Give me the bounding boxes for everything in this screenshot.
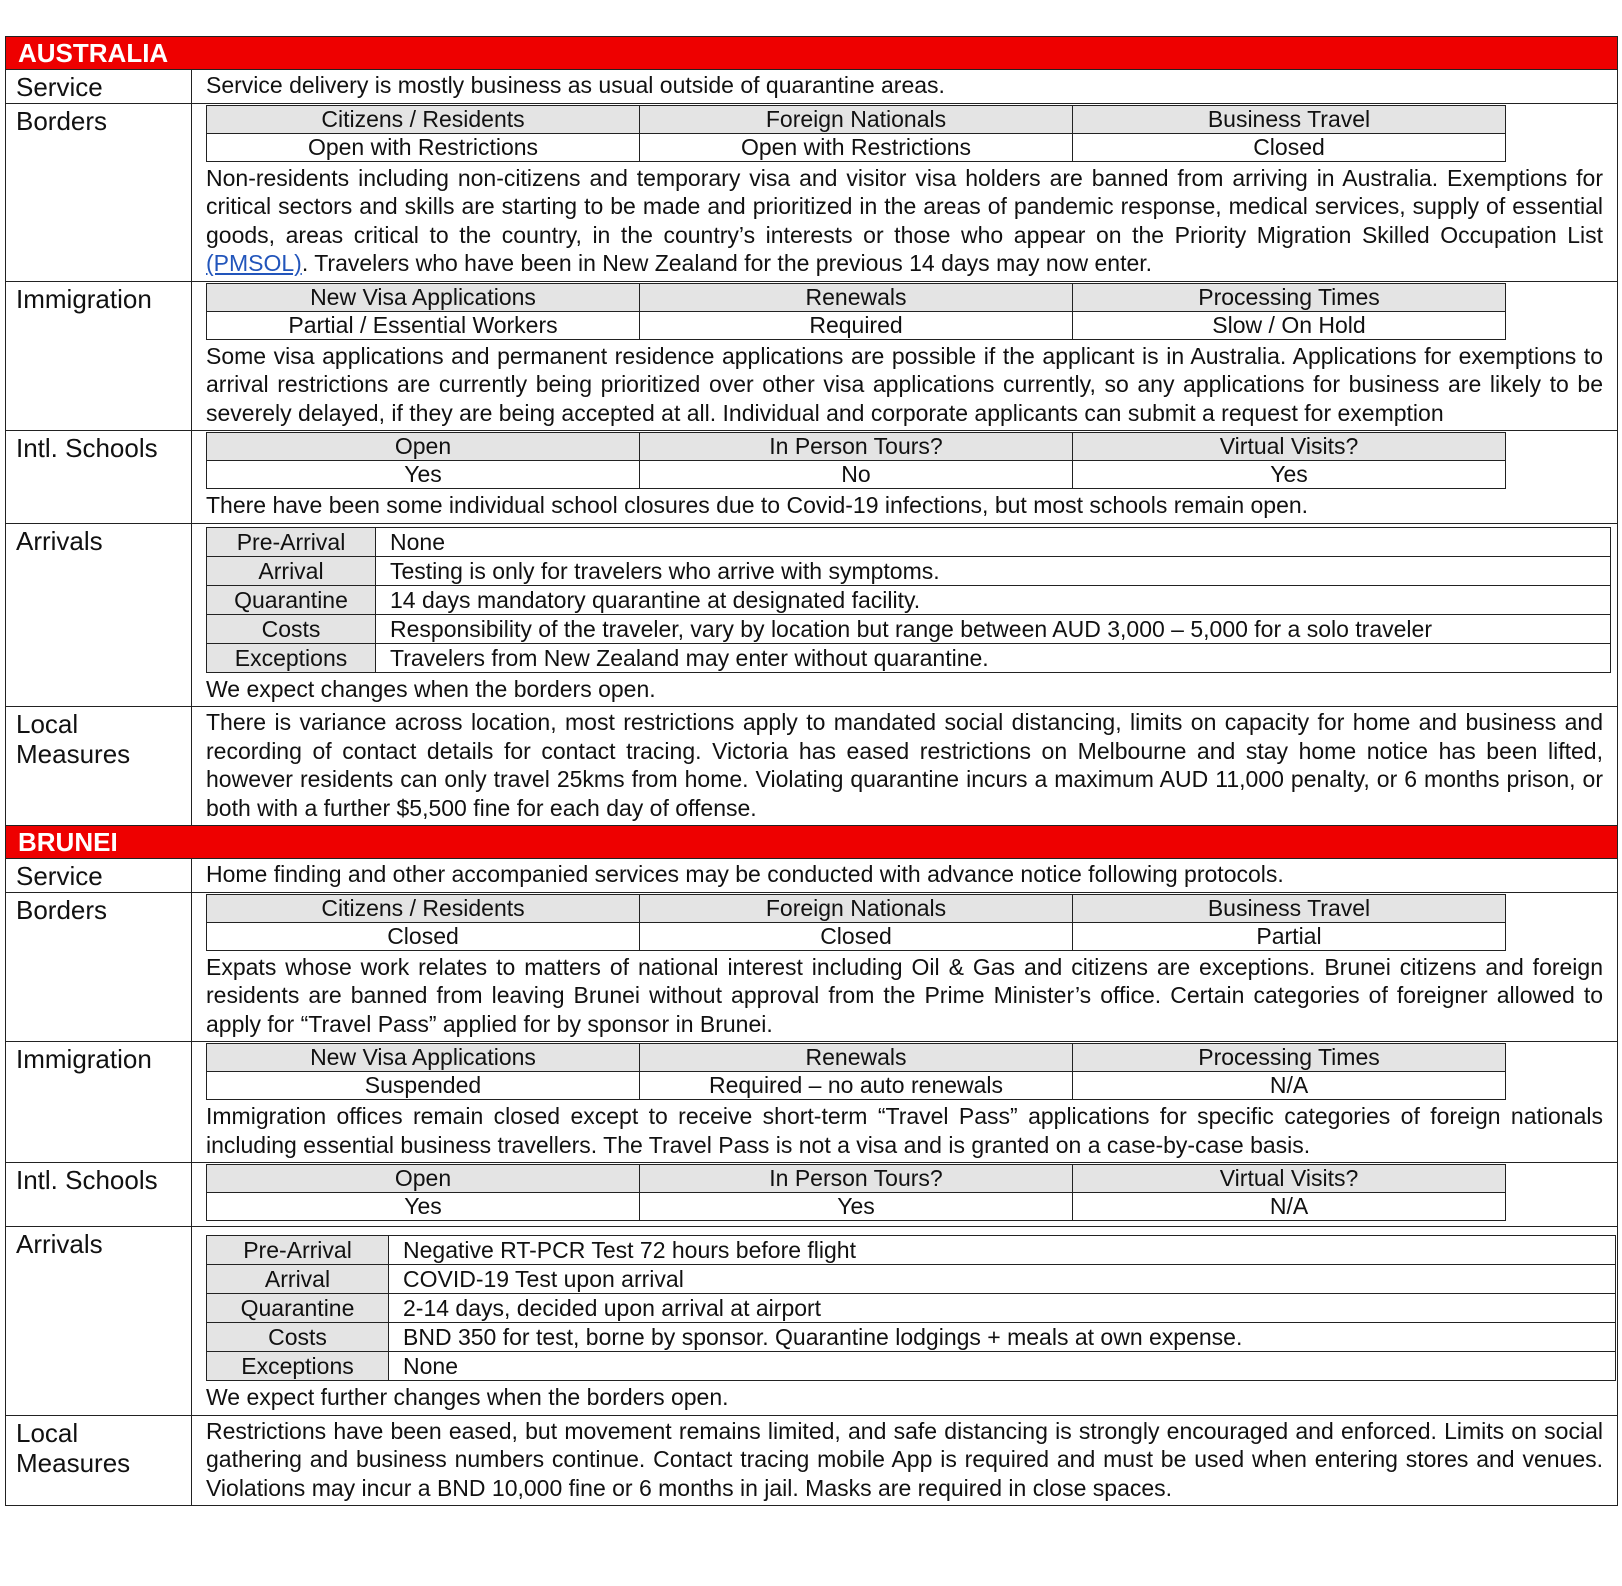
- status-value: Closed: [207, 922, 640, 950]
- borders-text-part: . Travelers who have been in New Zealand for the previous 14 days may now enter.: [301, 250, 1153, 276]
- arrivals-value: 2-14 days, decided upon arrival at airport: [389, 1294, 1616, 1323]
- arrivals-row: [6, 1227, 1618, 1416]
- col-header: Virtual Visits?: [1073, 1165, 1506, 1193]
- col-header: Open: [207, 1165, 640, 1193]
- col-header: New Visa Applications: [207, 1044, 640, 1072]
- country-header-row: [6, 826, 1618, 859]
- row-label-line: Local: [16, 709, 79, 739]
- schools-status-table: [206, 1164, 1506, 1221]
- col-header: Virtual Visits?: [1073, 433, 1506, 461]
- status-value: Yes: [207, 461, 640, 489]
- status-value: Required: [640, 311, 1073, 339]
- arrivals-value: Testing is only for travelers who arrive with symptoms.: [376, 556, 1611, 585]
- arrivals-value: 14 days mandatory quarantine at designated facility.: [376, 585, 1611, 614]
- status-value: Partial / Essential Workers: [207, 311, 640, 339]
- row-label-arrivals: Arrivals: [6, 523, 192, 707]
- status-value: Yes: [207, 1193, 640, 1221]
- schools-status-table: [206, 432, 1506, 489]
- col-header: Renewals: [640, 1044, 1073, 1072]
- arrivals-value: Negative RT-PCR Test 72 hours before flight: [389, 1236, 1616, 1265]
- col-header: Open: [207, 433, 640, 461]
- schools-row: [6, 431, 1618, 524]
- col-header: Processing Times: [1073, 283, 1506, 311]
- country-header-row: [6, 37, 1618, 70]
- col-header: In Person Tours?: [640, 1165, 1073, 1193]
- arrivals-key: Arrival: [207, 556, 376, 585]
- row-label-local-measures: [6, 707, 192, 826]
- row-label-local-measures: [6, 1415, 192, 1506]
- row-label-line: Measures: [16, 739, 131, 769]
- country-name-australia: AUSTRALIA: [6, 37, 1618, 70]
- borders-text: [206, 164, 1603, 278]
- arrivals-table: [206, 1235, 1616, 1381]
- local-measures-text: Restrictions have been eased, but movement remains limited, and safe distancing is strongly encouraged and enforced. Limits on social gathering and business numbers continue. Contact tracing mobile App is required and must be used when entering stores and venues. Violations may incur a BND 10,000 fine or 6 months in jail. Masks are required in close spaces.: [206, 1417, 1603, 1501]
- borders-status-table: [206, 894, 1506, 951]
- schools-text: There have been some individual school closures due to Covid-19 infections, but most schools remain open.: [206, 492, 1309, 518]
- immigration-status-table: [206, 1043, 1506, 1100]
- immigration-text: Some visa applications and permanent residence applications are possible if the applicant is in Australia. Applications for exemptions to arrival restrictions are currently being prioritized over other visa applications currently, so any applications for business are likely to be severely delayed, if they are being accepted at all. Individual and corporate applicants can submit a request for exemption: [206, 342, 1603, 426]
- country-table: [5, 36, 1618, 1506]
- col-header: Business Travel: [1073, 894, 1506, 922]
- arrivals-key: Quarantine: [207, 1294, 389, 1323]
- service-text: Service delivery is mostly business as usual outside of quarantine areas.: [192, 70, 1618, 104]
- status-value: Required – no auto renewals: [640, 1072, 1073, 1100]
- arrivals-value: COVID-19 Test upon arrival: [389, 1265, 1616, 1294]
- arrivals-key: Costs: [207, 614, 376, 643]
- service-row: [6, 859, 1618, 893]
- status-value: Open with Restrictions: [640, 133, 1073, 161]
- row-label-borders: Borders: [6, 103, 192, 281]
- arrivals-key: Quarantine: [207, 585, 376, 614]
- arrivals-key: Costs: [207, 1323, 389, 1352]
- local-measures-row: [6, 707, 1618, 826]
- status-value: Closed: [640, 922, 1073, 950]
- immigration-row: [6, 281, 1618, 431]
- row-label-borders: Borders: [6, 892, 192, 1042]
- status-value: Yes: [1073, 461, 1506, 489]
- status-value: N/A: [1073, 1193, 1506, 1221]
- arrivals-value: None: [389, 1352, 1616, 1381]
- borders-row: [6, 892, 1618, 1042]
- arrivals-key: Exceptions: [207, 1352, 389, 1381]
- borders-text: Expats whose work relates to matters of national interest including Oil & Gas and citizens are exceptions. Brunei citizens and foreign residents are banned from leaving Brunei without approval from the Prime Minister’s office. Certain categories of foreigner allowed to apply for “Travel Pass” applied for by sponsor in Brunei.: [206, 953, 1603, 1037]
- arrivals-note: We expect further changes when the borders open.: [206, 1384, 729, 1410]
- service-text: Home finding and other accompanied services may be conducted with advance notice following protocols.: [192, 859, 1618, 893]
- status-value: Closed: [1073, 133, 1506, 161]
- status-value: Slow / On Hold: [1073, 311, 1506, 339]
- status-value: Open with Restrictions: [207, 133, 640, 161]
- status-value: Suspended: [207, 1072, 640, 1100]
- col-header: Processing Times: [1073, 1044, 1506, 1072]
- status-value: Yes: [640, 1193, 1073, 1221]
- col-header: Foreign Nationals: [640, 894, 1073, 922]
- arrivals-key: Pre-Arrival: [207, 527, 376, 556]
- arrivals-value: Travelers from New Zealand may enter without quarantine.: [376, 643, 1611, 672]
- schools-row: [6, 1163, 1618, 1227]
- col-header: Citizens / Residents: [207, 105, 640, 133]
- row-label-arrivals: Arrivals: [6, 1227, 192, 1416]
- col-header: Citizens / Residents: [207, 894, 640, 922]
- service-row: [6, 70, 1618, 104]
- col-header: New Visa Applications: [207, 283, 640, 311]
- local-measures-row: [6, 1415, 1618, 1506]
- immigration-text: Immigration offices remain closed except to receive short-term “Travel Pass” applications for specific categories of foreign nationals including essential business travellers. The Travel Pass is not a visa and is granted on a case-by-case basis.: [206, 1103, 1603, 1158]
- country-name-brunei: BRUNEI: [6, 826, 1618, 859]
- local-measures-text: There is variance across location, most restrictions apply to mandated social distancing, limits on capacity for home and business and recording of contact details for contact tracing. Victoria has eased restrictions on Melbourne and stay home notice has been lifted, however residents can only travel 25kms from home. Violating quarantine incurs a maximum AUD 11,000 penalty, or 6 months prison, or both with a further $5,500 fine for each day of offense.: [206, 709, 1603, 821]
- borders-status-table: [206, 105, 1506, 162]
- arrivals-value: Responsibility of the traveler, vary by location but range between AUD 3,000 – 5,000 for a solo traveler: [376, 614, 1611, 643]
- row-label-line: Measures: [16, 1447, 131, 1478]
- row-label-service: Service: [6, 70, 192, 104]
- status-value: No: [640, 461, 1073, 489]
- col-header: Foreign Nationals: [640, 105, 1073, 133]
- borders-row: [6, 103, 1618, 281]
- borders-text-part: Non-residents including non-citizens and temporary visa and visitor visa holders are banned from arriving in Australia. Exemptions for critical sectors and skills are starting to be made and prioritized in the areas of pandemic response, medical services, supply of essential goods, areas critical to the country, in the country’s interests or those who appear on the Priority Migration Skilled Occupation List: [206, 164, 1603, 248]
- arrivals-row: [6, 523, 1618, 707]
- row-label-schools: Intl. Schools: [6, 1163, 192, 1227]
- row-label-immigration: Immigration: [6, 281, 192, 431]
- arrivals-key: Pre-Arrival: [207, 1236, 389, 1265]
- row-label-immigration: Immigration: [6, 1042, 192, 1163]
- pmsol-link[interactable]: (PMSOL): [206, 250, 302, 276]
- arrivals-key: Exceptions: [207, 643, 376, 672]
- arrivals-value: BND 350 for test, borne by sponsor. Quarantine lodgings + meals at own expense.: [389, 1323, 1616, 1352]
- col-header: Renewals: [640, 283, 1073, 311]
- arrivals-table: [206, 527, 1611, 673]
- col-header: In Person Tours?: [640, 433, 1073, 461]
- status-value: N/A: [1073, 1072, 1506, 1100]
- row-label-line: Local: [16, 1417, 79, 1448]
- arrivals-note: We expect changes when the borders open.: [206, 675, 656, 702]
- arrivals-key: Arrival: [207, 1265, 389, 1294]
- immigration-row: [6, 1042, 1618, 1163]
- col-header: Business Travel: [1073, 105, 1506, 133]
- country-report: [5, 36, 1618, 1506]
- row-label-service: Service: [6, 859, 192, 893]
- status-value: Partial: [1073, 922, 1506, 950]
- arrivals-value: None: [376, 527, 1611, 556]
- row-label-schools: Intl. Schools: [6, 431, 192, 524]
- immigration-status-table: [206, 283, 1506, 340]
